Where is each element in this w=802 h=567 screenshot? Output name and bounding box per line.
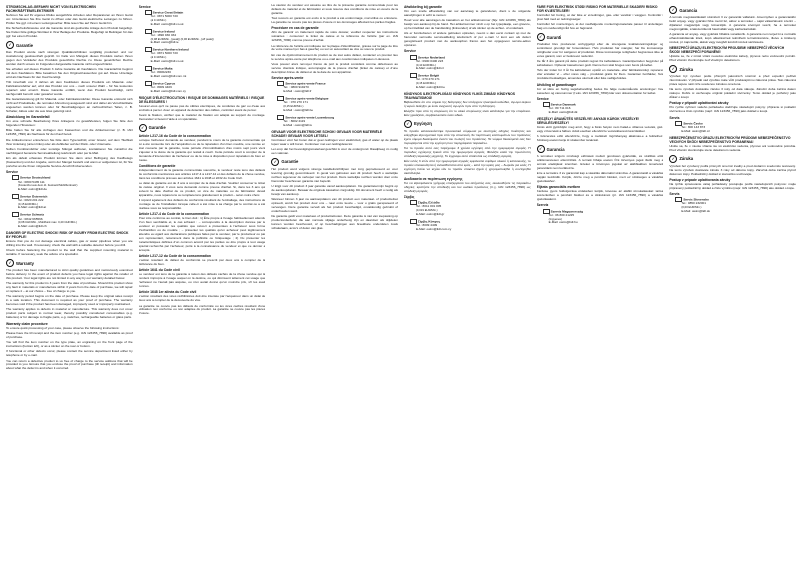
- warranty-heading: [6, 41, 133, 49]
- body-paragraph: Il répond également des défauts de conformité résultant de l'emballage, des instructions de montage ou de l'installation lorsque celle-ci a été mise à sa charge par le contrat ou a été réalisée sous sa responsabilité.: [138, 198, 266, 210]
- service-heading: Service après-vente: [271, 76, 304, 81]
- service-phone: Tel.: 0871 5000 720: [150, 51, 178, 56]
- service-contact-block: [145, 29, 266, 46]
- service-rate: (Kostenfrei aus dem dt. Festnetz/Mobilfunknetz): [18, 183, 78, 188]
- service-email: E-Mail: owim@lidl.nl: [415, 66, 444, 71]
- warranty-heading: [537, 33, 664, 41]
- service-rate: (£ 0.10/Min.): [150, 55, 167, 60]
- body-paragraph: Das Produkt wurde nach strengen Qualitätsrichtlinien sorgfältig produziert und vor Auslieferung gewissenhaft geprüft. Im Falle von Mängeln dieses Produkts stehen Ihnen gegen den Verkäufer des Produkts gesetzliche Rechte zu. Diese gesetzlichen Rechte werden durch unsere im Folgenden dargestellte Garantie nicht eingeschränkt.: [6, 50, 133, 66]
- body-paragraph: If functional or other defects occur, please contact the service department listed either by telephone or by e-mail.: [6, 349, 133, 358]
- body-paragraph: Ujistěte se, že v místě vrtání nevedou elektrické kabely, plynové nebo vodovodní potrubí. Před vrtáním zkontrolujte zeď vhodným detektorem.: [669, 54, 796, 63]
- body-paragraph: A garancia az anyag- vagy gyártási hibákra vonatkozik. A garancia nem terjed ki a normális elhasználódásnak kitett, kopó alkatrésznek tekinthető termékrészekre, illetve a törékeny részek, pl. kapcsolók, akkuk vagy üvegből készült részek sérüléseire.: [669, 32, 796, 44]
- service-contact-block: [543, 209, 664, 226]
- service-email: E-Mail: owim@lidl.ch: [18, 223, 47, 228]
- warranty-seal-icon: ✓: [404, 120, 412, 128]
- service-email: E-Mail : owim@lidl.lu: [283, 122, 313, 127]
- service-contact-block: [277, 115, 398, 128]
- section-subheading: Eljárás garanciális esetben: [536, 185, 581, 190]
- text-column-2: [139, 4, 266, 563]
- body-paragraph: Βεβαιωθείτε ότι στο σημείο της διάτρησης δεν υπάρχουν ηλεκτρικά καλώδια, αγωγοί αερίου ή νερού. Ελέγξτε με έναν ανιχνευτή αγωγών πριν από τη διάτρηση.: [403, 99, 531, 108]
- body-paragraph: Nehmen Sie auf Ihr eigenes Risiko ausgeführte Arbeiten oder Reparaturen an Ihrem Gerät vor. Unterlassen Sie Ihre Gerät zu öffnen oder das Gerät elektrische Leitungen zu führen. Prüfen Sie ggf. mit einem Leitungssucher. Bitte lesen Sie auf Ihrem Gerät hin.: [6, 13, 133, 25]
- service-phone: Tel.: 0842 665566: [18, 216, 43, 221]
- service-heading: Service: [138, 5, 151, 9]
- body-paragraph: You will find the item number on the type plate, an engraving on the front page of the instructions (bottom left), or as a sticker on the rear or bottom.: [6, 340, 133, 349]
- warranty-seal-icon: ✓: [669, 65, 677, 73]
- body-paragraph: Um eine schnelle Bearbeitung Ihres Anliegens zu gewährleisten, folgen Sie bitte den folgenden Hinweisen:: [6, 119, 133, 128]
- service-contact-block: [145, 47, 266, 64]
- service-email: E-Mail: owim@lidl.co.uk: [150, 58, 184, 63]
- service-contact-block: [675, 121, 796, 134]
- body-paragraph: L'action résultant du défaut de conformité se prescrit par deux ans à compter de la délivrance du bien.: [138, 257, 266, 266]
- service-rate: (£ 0.10/Min.): [150, 18, 167, 23]
- body-paragraph: Le vendeur est tenu de la garantie à raison des défauts cachés de la chose vendue qui la rendent impropre à l'usage auquel on la destine, ou qui diminuent tellement cet usage que l'acheteur ne l'aurait pas acquise, ou n'en aurait donné qu'un moindre prix, s'il les avait connus.: [138, 272, 266, 288]
- body-paragraph: Uistite sa, že v mieste vŕtania nie sú elektrické vedenia, plynové ani vodovodné potrubia. Pred vŕtaním skontrolujte stenu detektorom vedenia.: [669, 143, 796, 152]
- service-name: Service après-vente Luxembourg: [285, 115, 335, 119]
- warning-heading: STROMSCHLAG-GEFAHR! NICHT VON ELEKTRISCHEN FACHKRÄFTEN/ELEKTRIKER: [6, 5, 96, 14]
- service-email: E-Mail: owim@lidl.dk: [548, 110, 578, 115]
- body-paragraph: The product has been manufactured to strict quality guidelines and meticulously examined before delivery. In the event of product defects you have legal rights against the retailer of this product. Your legal rights are not limited in any way by our warranty detailed below.: [6, 268, 133, 280]
- service-rate: (0,08 EUR/Min., [peak]) (0,06 EUR/Min., [off peak]): [150, 36, 214, 41]
- warranty-heading: [404, 120, 531, 128]
- warranty-heading-label: Garanti: [546, 34, 562, 40]
- body-paragraph: La caution du vendeur est assurée au titre de la présente garantie commerciale pour les défauts de matériel et de fabrication et sous réserve des conditions de mise en œuvre de la garantie.: [271, 4, 398, 15]
- service-contact-block: [145, 81, 266, 94]
- service-heading: Servis: [669, 115, 680, 120]
- service-phone: Tel.: 0900 0400 223: [415, 58, 444, 63]
- service-rate: (0,019 EUR/Min.): [415, 208, 438, 213]
- service-email: E-Mail: owim@lidl.gr: [415, 211, 445, 216]
- section-subheading: Διαδικασία σε περίπτωση εγγύησης: [403, 176, 463, 181]
- body-paragraph: Sie erhalten auf dieses Produkt 3 Jahre Garantie ab Kaufdatum. Die Garantiefrist beginnt mit dem Kaufdatum. Bitte bewahren Sie den Original-Kassenbon gut auf. Diese Unterlage wird als Nachweis für den Kauf benötigt.: [6, 67, 133, 79]
- service-name: Service Great Britain: [152, 10, 184, 15]
- text-column-6: [669, 4, 796, 563]
- warning-heading: NEBEZPEČÍ ÚRAZU ELEKTRICKÝM PROUDEM! NEBEZPEČÍ VĚCNÝCH ŠKOD! NEBEZPEČÍ PORANĚNÍ!: [669, 46, 785, 55]
- body-paragraph: Die Sicherheitshinweise und die Garantie sind als gedruckte Anlage dem Produkt beigefügt. Sie finden bitte gültige Wortlaut in Ihrer Beilage der Produkte. Beigefügt ist Beiträgen für das ggf. bei einem Produkt.: [6, 26, 133, 39]
- service-contact-block: [410, 200, 531, 217]
- service-phone: Tel.: 0800 5435 111: [18, 179, 45, 184]
- warranty-seal-icon: ✓: [139, 124, 147, 132]
- body-paragraph: Ein als defekt erfasstes Produkt können Sie dann unter Beifügung des Kaufbelegs (Kassenbon) und der Angabe, worin der Mangel besteht und wann er aufgetreten ist, für Sie portofrei an die Ihnen mitgeteilte Service-Anschrift übersenden.: [6, 156, 133, 168]
- section-subheading: Article 1648 1er alinéa du Code civil: [138, 290, 197, 295]
- warranty-heading: [271, 158, 398, 166]
- body-paragraph: Om een snelle afhandeling van uw aanvraag te garanderen, dient u de volgende aanwijzingen in acht te nemen:: [403, 9, 531, 17]
- service-email: E-Mail: owim@lidl.at: [18, 205, 47, 210]
- warning-heading: VESZÉLY! ÁRAMÜTÉS VESZÉLYE! ANYAGI KÁROK VESZÉLYE! SÉRÜLÉSVESZÉLY!: [536, 116, 640, 126]
- body-paragraph: Για να εξασφαλίσετε γρήγορη επεξεργασία του αιτήματός σας, ακολουθήστε τις παρακάτω οδηγίες: κρατήστε την απόδειξη και τον κωδικό προϊόντος (π.χ. IAN 123456_7890) ως απόδειξη αγοράς.: [403, 181, 531, 193]
- service-email: E-Mail: owim@lidl.cz: [681, 128, 710, 133]
- service-phone: Tel.: 8009 4409: [150, 84, 172, 89]
- body-paragraph: La référence de l'article est indiquée sur la plaque d'identification, gravée sur la page de titre de votre manuel (en bas à gauche) ou sur un autocollant au dos ou sous le produit.: [271, 43, 398, 52]
- service-contact-block: [277, 81, 398, 94]
- body-paragraph: De får 3 års garanti på dette produkt regnet fra købsdatoen. Garantiperioden begynder på købsdatoen. Opbevar kassebonen godt. Denne bon skal bruges som bevis på købet.: [536, 59, 664, 68]
- service-name: Service après-vente Belgique: [285, 96, 329, 101]
- body-paragraph: U krijgt voor dit product 3 jaar garantie vanaf aankoopdatum. De garantietermijn begint op de aankoopdatum. Bewaar de originele kassabon zorgvuldig. Dit document heeft u nodig als bewijs van aankoop.: [271, 183, 398, 196]
- service-phone: Tel.: 0820 201 222: [18, 198, 44, 203]
- body-paragraph: A termék megvásárlásától számított 3 év garanciát vállalunk. Amennyiben a garanciaidőn belül anyag- vagy gyártási hiba merül fel, akkor a terméket – saját választásunk szerint – díjtalanul megjavítjuk vagy kicseréljük. A garancia érvényét veszti, ha a terméket megrongálták, szakszerűtlenül használták vagy karbantartották.: [669, 15, 796, 31]
- service-heading: Σέρβις: [403, 195, 415, 200]
- body-paragraph: Výrobek byl vyroben podle přísných jakostních směrnic a před expedicí pečlivě zkontrolován. V případě vad výrobku máte vůči prodávajícímu zákonná práva. Tato zákonná práva nejsou naší níže uvedenou zárukou omezena.: [669, 74, 796, 86]
- service-name: Service après-vente France: [285, 81, 326, 86]
- body-paragraph: Afin de garantir un traitement rapide de votre dossier, veuillez respecter les instructions suivantes : conservez le ticket de caisse et la référence de l'article (par ex. IAN 123456_7890) comme preuve d'achat.: [271, 30, 398, 43]
- service-email: E-Mail : owim@lidl.be: [283, 107, 314, 112]
- service-email: E-Mail : owim@lidl.fr: [283, 89, 312, 94]
- service-phone: Tel. : 0800 919270: [283, 85, 309, 90]
- warranty-heading-label: Garancia: [546, 146, 565, 152]
- warranty-heading-label: Garancia: [679, 7, 698, 13]
- body-paragraph: Το προϊόν κατασκευάστηκε προσεκτικά σύμφωνα με αυστηρές οδηγίες ποιότητας και ελέγχθηκε εξονυχιστικά πριν από την αποστολή. Σε περίπτωση ελαττωμάτων του προϊόντος έχετε νόμιμα δικαιώματα έναντι του πωλητή του προϊόντος. Τα νόμιμα δικαιώματά σας δεν περιορίζονται από την εγγύηση που περιγράφεται παρακάτω.: [403, 128, 531, 145]
- body-paragraph: Tout recours en garantie est exclu si le produit a été endommagé, mal utilisé ou entretenu. La garantie ne couvre pas les pièces d'usure ni les dommages affectant les parties fragiles.: [271, 16, 398, 25]
- warning-heading: FARE FOR ELEKTRISK STØD! RISIKO FOR MATERIELLE SKADER! RISIKO FOR KVÆSTELSER!: [536, 5, 658, 14]
- text-column-5: [537, 4, 664, 563]
- service-contact-block: [277, 96, 398, 113]
- service-heading: Servis: [669, 192, 680, 197]
- service-name: Service Malta: [152, 66, 173, 70]
- service-rate: (0,03 EUR/Min.): [681, 205, 702, 210]
- warranty-heading-label: Garantie: [16, 42, 33, 48]
- body-paragraph: Na rýchle spracovanie vašej požiadavky postupujte podľa nasledujúcich pokynov: majte pripravený pokladničný doklad a číslo výrobku (napr. IAN 123456_7890) ako doklad o kúpe.: [669, 181, 796, 190]
- body-paragraph: You can return a defective product to us free of charge to the service address that will be provided to you. Ensure that you enclose the proof of purchase (till receipt) and information about what the defect is and when it occurred.: [6, 358, 133, 371]
- section-subheading: Article 1641 du Code civil: [138, 268, 180, 273]
- text-column-4: [404, 4, 531, 563]
- service-name: Service Northern Ireland: [152, 47, 189, 52]
- warning-heading: KÍNDYNOS ILEKTROPLIXÍAS! KÍNDYNOS YLIKÍS ZIMIÁS! KÍNDYNOS TRAVMATISMOÚ!: [403, 91, 516, 100]
- service-contact-block: [12, 194, 133, 211]
- warranty-heading: [669, 65, 796, 73]
- body-paragraph: En cas de dysfonctionnement du produit ou de tout autre défaut, contactez en premier lieu le service après-vente par téléphone ou e-mail aux coordonnées indiquées ci-dessous.: [271, 52, 398, 61]
- text-column-1: [6, 4, 133, 563]
- body-paragraph: Die Garantieleistung gilt für Material- oder Fabrikationsfehler. Diese Garantie erstreckt sich nicht auf Produktteile, die normaler Abnutzung ausgesetzt sind und daher als Verschleißteile angesehen werden können oder für Beschädigungen an zerbrechlichen Teilen, z. B. Schalter, Akkus oder die aus Glas gefertigt sind.: [6, 97, 133, 113]
- warranty-seal-icon: ✓: [669, 155, 677, 163]
- service-name: Servis Česko: [683, 121, 703, 126]
- service-contact-block: [145, 10, 266, 27]
- body-paragraph: Εάν εντός 3 ετών από την ημερομηνία αγοράς εμφανιστεί σφάλμα υλικού ή κατασκευής, το προϊόν επισκευάζεται ή αντικαθίσταται από εμάς – κατά την κρίση μας – δωρεάν για εσάς. Η εγγύηση παύει να ισχύει εάν το προϊόν υποστεί ζημιά ή χρησιμοποιηθεί ή συντηρηθεί ακατάλληλα.: [403, 158, 531, 175]
- section-subheading: Postup v prípade uplatňovania záruky: [669, 177, 731, 182]
- section-subheading: Postup v případě uplatňování záruky: [669, 101, 729, 106]
- service-name: Σέρβις Ελλάδα: [417, 200, 440, 205]
- body-paragraph: Avant la fixation, vérifiez que le matériel de fixation est adapté au support de montage. Demandez si besoin l'aide à un spécialiste.: [138, 113, 266, 122]
- warranty-seal-icon: ✓: [537, 145, 545, 153]
- warranty-heading-label: Záruka: [679, 156, 694, 162]
- warning-heading: DANGER OF ELECTRIC SHOCK! RISK OF INJURY FROM ELECTRIC SHOCK BY PEOPLE!: [6, 230, 129, 239]
- warning-heading: NEBEZPEČENSTVO ÚRAZU ELEKTRICKÝM PRÚDOM! NEBEZPEČENSTVO VECNÝCH ŠKÔD! NEBEZPEČENSTVO PORANENIA!: [669, 135, 791, 144]
- service-phone: Tel.: 0871 5000 720: [150, 14, 178, 19]
- service-email: E-Mail: owim@lidl.de: [18, 186, 47, 191]
- body-paragraph: Pro rychlé vyřízení vašeho požadavku dodržujte následující pokyny: připravte si pokladní stvrzenku a číslo výrobku (např. IAN 123456_7890) jako doklad o koupi.: [669, 105, 796, 114]
- service-name: Service Deutschland: [20, 175, 51, 180]
- service-phone: Tel.: 8009 4409: [415, 222, 438, 227]
- service-name: Service Schweiz: [20, 212, 45, 217]
- warranty-heading: [139, 124, 266, 132]
- body-paragraph: For at sikre en hurtig sagsbehandling bedes De følge nedenstående anvisninger: hav kassebon og varenummer (f.eks. IAN 123456_7890) klar som dokumentation for købet.: [536, 86, 664, 95]
- body-paragraph: Pour être conforme au contrat, le bien doit : 1) Être propre à l'usage habituellement attendu d'un bien semblable et, le cas échéant : – correspondre à la description donnée par le vendeur et posséder les qualités que celui-ci a présentées à l'acheteur sous forme d'échantillon ou de modèle ; – présenter les qualités qu'un acheteur peut légitimement attendre eu égard aux déclarations publiques faites par le vendeur, par le producteur ou par son représentant, notamment dans la publicité ou l'étiquetage ; 2) Ou présenter les caractéristiques définies d'un commun accord par les parties ou être propre à tout usage spécial recherché par l'acheteur, porté à la connaissance du vendeur et que ce dernier a accepté.: [138, 216, 266, 252]
- body-paragraph: Assurez-vous qu'il ne passe pas de câbles électriques, de conduites de gaz ou d'eau aux endroits à percer. Avec un appareil de détection des câbles, contrôlez avant de percer.: [138, 103, 266, 112]
- service-rate: (Ingyenes): [548, 216, 562, 221]
- service-name: Σέρβις Κύπρος: [417, 219, 441, 224]
- section-subheading: Article L217-12 du Code de la consommation: [138, 253, 212, 258]
- body-paragraph: De garantie geldt voor materiaal- of productiefouten. Deze garantie is niet van toepassing op productonderdelen die aan normale slijtage onderhevig zijn en daardoor als slijtdelen kunnen worden beschouwd, of op beschadigingen aan breekbare onderdelen zoals schakelaars, accu's of delen van glas.: [271, 214, 398, 230]
- service-name: Szerviz Magyarország: [550, 208, 583, 213]
- service-email: E-Mail: owim@lidl.co.uk: [150, 21, 184, 26]
- service-rate: (0,10 EUR/Min.): [415, 62, 437, 67]
- warranty-seal-icon: ✓: [6, 259, 14, 267]
- service-name: Service Danmark: [550, 102, 576, 107]
- text-column-3: [271, 4, 398, 563]
- warranty-heading: [669, 6, 796, 14]
- body-paragraph: Indépendamment de la garantie commerciale souscrite, le vendeur reste tenu des défauts de conformité mentionnés aux articles L217-4 à L217-12 et des défauts de la chose vendue, dans les conditions prévues aux articles 1641 à 1648 et 2232 du Code Civil.: [138, 167, 266, 180]
- service-phone: Tel. : 8002 2119: [283, 118, 306, 123]
- service-heading: Szerviz: [536, 203, 549, 208]
- service-phone: Tel.: 0850 232001: [681, 201, 706, 206]
- body-paragraph: Για το προϊόν αυτό σας παρέχουμε 3 χρόνια εγγύηση από την ημερομηνία αγοράς. Η περίοδος εγγύησης ξεκινά από την ημερομηνία αγοράς. Φυλάξτε καλά την πρωτότυπη απόδειξη ταμειακής μηχανής. Το έγγραφο αυτό απαιτείται ως απόδειξη αγοράς.: [403, 145, 531, 158]
- warning-heading: RISQUE D'ÉLECTROCUTION ! RISQUE DE DOMMAGES MATÉRIELS ! RISQUE DE BLESSURES !: [138, 95, 265, 104]
- body-paragraph: La garantie ne couvre pas les défauts de conformité ou les vices cachés résultant d'une utilisation non conforme ou non adaptée du produit. La garantie ne couvre pas les pièces d'usure.: [138, 303, 266, 316]
- body-paragraph: Als er functiefouten of andere gebreken optreden, neemt u dan eerst contact op met de hieronder vermelde serviceafdeling telefonisch of per e-mail. U kunt een als defect geregistreerd product met de aankoopbon franco aan het opgegeven service-adres opsturen.: [403, 31, 531, 48]
- warranty-heading-label: Garantie: [148, 125, 166, 131]
- service-rate: (0,15 EUR/Min.): [415, 81, 437, 86]
- service-contact-block: [410, 73, 531, 90]
- body-paragraph: Le délai de garantie est de 3 ans à compter de la date d'achat. Veuillez conserver le ticket de caisse original. Il vous sera demandé comme preuve d'achat. Si, dans les 3 ans qui suivent la date d'achat de ce produit, un vice de matériau ou de fabrication devait apparaître, nous réparerons ou remplacerons gratuitement le produit – selon notre choix.: [138, 181, 266, 197]
- service-contact-block: [145, 66, 266, 79]
- service-name: Service Cyprus: [152, 81, 176, 86]
- body-paragraph: Fúrás előtt győződjön meg arról, hogy a fúrás helyén nem halad-e villamos vezeték, gáz- vagy vízvezeték a falban. Adott esetben ellenőrizze vezetékkereső készülékkel.: [536, 125, 664, 134]
- section-subheading: Afvikling af garantisager: [536, 82, 577, 87]
- body-paragraph: Please have the till receipt and the item number (e.g. IAN 123456_7890) available as proof of purchase.: [6, 330, 133, 339]
- warranty-seal-icon: ✓: [6, 41, 14, 49]
- warranty-heading: [537, 145, 664, 153]
- body-paragraph: Produktet blev produceret omhyggeligt efter de strengeste kvalitetsretningslinjer og kontrolleret grundigt før forsendelsen. Hvis produktet har mangler, har De lovmæssige rettigheder over for sælgeren af produktet. Disse lovmæssige rettigheder begrænses ikke af vores garanti, som er beskrevet nedenfor.: [536, 42, 664, 58]
- service-phone: Tel.: 1890 930 034: [150, 32, 177, 37]
- service-contact-block: [410, 55, 531, 72]
- service-contact-block: [12, 175, 133, 192]
- body-paragraph: A terméket szigorú minőségi előírások mellett gondosan gyártották, és szállítás előtt lelkiismeretesen ellenőrizték. A termék hibája esetén Önt törvényes jogok illetik meg a termék eladójával szemben. Ezeket a törvényes jogokat az alábbiakban ismertetett garanciánk nem korlátozza.: [536, 154, 664, 170]
- section-subheading: Article L217-4 du Code de la consommation: [138, 212, 210, 217]
- body-paragraph: Erre a termékre 3 év garanciát kap a vásárlás dátumától számítva. A garanciaidő a vásárlás napján kezdődik. Kérjük, őrizze meg a pénztári blokkot, mert ez szükséges a vásárlás igazolásához.: [536, 171, 664, 183]
- service-contact-block: [543, 102, 664, 115]
- body-paragraph: Na tento výrobek dostáváte záruku 3 roky od data nákupu. Záruční doba začíná datem nákupu. Dobře si uschovejte originál pokladní stvrzenky. Tento doklad je potřebný jako důkaz o koupi.: [669, 87, 796, 100]
- warranty-heading-label: Garantie: [281, 159, 299, 165]
- body-paragraph: Kontrollér før monteringen, at det medfølgende monteringsmateriale passer til underlaget. Søg om nødvendigt råd hos en fagmand.: [536, 22, 664, 31]
- service-name: Service België: [417, 73, 440, 78]
- warranty-heading-label: Záruka: [679, 66, 694, 72]
- warranty-heading-label: Warranty: [16, 260, 34, 266]
- service-email: E-Mail: owim@lidl.com.mt: [150, 73, 187, 78]
- body-paragraph: L'action résultant des vices rédhibitoires doit être intentée par l'acquéreur dans un délai de deux ans à compter de la découverte du vice.: [138, 294, 266, 303]
- body-paragraph: Houd voor alle aanvragen de kassabon en het artikelnummer (bijv. IAN 123456_7890) als bewijs van aankoop bij de hand. Het artikelnummer vindt u op het typeplaatje, een gravure, op het titelblad van de handleiding (linksonder) of als sticker op de achter- of onderkant.: [403, 18, 531, 31]
- body-paragraph: Výrobok bol vyrobený podľa prísnych smerníc kvality a pred dodaním svedomito testovaný. Na tento výrobok dostávate záruku 3 roky od dátumu kúpy. Záručná doba začína plynúť dátumom kúpy. Pokladničný doklad si starostlivo uschovajte.: [669, 163, 796, 176]
- service-name: Service Nederland: [417, 54, 445, 59]
- body-paragraph: Check before fastening the product to the wall that the supplied mounting material is suitable. If necessary, seek the advice of a specialist.: [6, 248, 133, 257]
- service-email: E-Mail: owim@lidl.be: [415, 84, 445, 89]
- body-paragraph: Sollten Funktionsfehler oder sonstige Mängel auftreten, kontaktieren Sie zunächst die nachfolgend benannte Serviceabteilung telefonisch oder per E-Mail.: [6, 146, 133, 155]
- service-rate: (0,08 CHF/Min., Mobilfunk max. 0,40 CHF/Min.): [18, 220, 78, 225]
- body-paragraph: Die Artikelnummer entnehmen Sie bitte dem Typenschild, einer Gravur, auf dem Titelblatt Ihrer Anleitung (unten links) oder als Aufkleber auf der Rück- oder Unterseite.: [6, 137, 133, 146]
- warranty-heading: [669, 155, 796, 163]
- body-paragraph: To ensure quick processing of your case, please observe the following instructions:: [6, 325, 120, 330]
- body-paragraph: Bitte halten Sie für alle Anfragen den Kassenbon und die Artikelnummer (z. B. IAN 123456_7890) als Nachweis für den Kauf bereit.: [6, 128, 133, 137]
- body-paragraph: The warranty period begins on the date of purchase. Please keep the original sales receipt in a safe location. This document is required as your proof of purchase. The warranty becomes void if the product has been damaged, improperly used or improperly maintained.: [6, 294, 133, 307]
- service-contact-block: [675, 197, 796, 214]
- service-phone: Tel.: 06 800 21225: [548, 212, 575, 217]
- service-heading: Service: [403, 49, 417, 54]
- section-subheading: Conditions de garantie: [138, 163, 176, 168]
- body-paragraph: Ensure that you do not damage electrical cables, gas or water pipelines when you are drilling into the wall. If necessary, check the wall with a suitable detector before you drill.: [6, 239, 133, 247]
- body-paragraph: Lorsque l'acheteur demande au vendeur, pendant le cours de la garantie commerciale qui lui a été consentie lors de l'acquisition ou de la réparation d'un bien meuble, une remise en état couverte par la garantie, toute période d'immobilisation d'au moins sept jours vient s'ajouter à la durée de la garantie qui restait à courir. Cette période court à compter de la demande d'intervention de l'acheteur ou de la mise à disposition pour réparation du bien en cause.: [138, 138, 266, 162]
- service-email: E-Mail: owim@lidl.com.cy: [415, 226, 452, 231]
- body-paragraph: Let erop dat het bevestigingsmateriaal geschikt is voor de ondergrond. Raadpleeg zo nodig een vakman.: [271, 147, 398, 156]
- service-phone: Tel.: 80062230: [150, 69, 171, 74]
- service-name: Servis Slovensko: [683, 197, 709, 202]
- body-paragraph: Hvis der inden for 3 år fra købsdatoen opstår en materiale- eller fabrikationsfejl, reparerer eller erstatter vi – efter vores valg – produktet gratis for Dem. Garantien bortfalder, hvis produktet beskadiges, anvendes ukorrekt eller ikke vedligeholdes.: [536, 68, 664, 81]
- section-subheading: Article L217-16 du Code de la consommation: [138, 133, 212, 138]
- warranty-heading: [6, 259, 133, 267]
- service-heading: Service: [536, 96, 549, 101]
- service-email: E-Mail: owim@lidl.sk: [681, 208, 710, 213]
- body-paragraph: A felszerelés előtt ellenőrizze, hogy a mellékelt rögzítőanyag alkalmas-e a felülethez. Szükség esetén kérje ki szakember tanácsát.: [536, 134, 664, 143]
- body-paragraph: Kontrollér før boring, at der ikke er el-ledninger, gas- eller vandrør i væggen. Kontrollér i givet fald med en ledningssøger.: [536, 13, 664, 22]
- body-paragraph: The warranty applies to defects in material or manufacture. This warranty does not cover product parts subject to normal wear, thereby possibly considered consumables (e.g. batteries) or for damage to fragile parts, e.g. switches, rechargeable batteries or glass parts.: [6, 307, 133, 320]
- service-phone: Tel.: 800 143 873: [681, 124, 706, 129]
- body-paragraph: Tritt innerhalb von 3 Jahren ab dem Kaufdatum dieses Produkts ein Material- oder Fabrikationsfehler auf, wird das Produkt von uns – nach unserer Wahl – für Sie kostenlos repariert oder ersetzt. Diese Garantie entfällt, wenn das Produkt beschädigt, nicht sachgemäß benutzt oder gewartet wurde.: [6, 80, 133, 96]
- service-phone: Tel.: 070 270 171: [415, 77, 440, 82]
- service-phone: Tel.: 80 711 016: [548, 106, 571, 111]
- warning-heading: GEVAAR VOOR ELEKTRISCHE SCHOK! GEVAAR VOOR MATERIËLE SCHADE! GEVAAR VOOR LETSEL!: [271, 129, 383, 138]
- body-paragraph: Het product werd volgens strenge kwaliteitsrichtlijnen met zorg geproduceerd en voor levering grondig gecontroleerd. In geval van gebreken aan dit product heeft u wettelijke rechten tegenover de verkoper van het product. Deze wettelijke rechten worden door onze hieronder beschreven garantie niet beperkt.: [271, 166, 398, 183]
- section-subheading: Afwikkeling bij garantie: [403, 5, 442, 9]
- service-phone: Tel.: 8011 001 005: [415, 204, 442, 209]
- service-contact-block: [410, 219, 531, 232]
- warranty-seal-icon: ✓: [537, 33, 545, 41]
- service-phone: Tel. : 070 270 171: [283, 100, 308, 105]
- section-subheading: Abwicklung im Garantiefall: [6, 115, 50, 120]
- warranty-heading-label: Εγγύηση: [413, 121, 432, 127]
- body-paragraph: Ελέγξτε πριν από τη στερέωση ότι το υλικό στερέωσης είναι κατάλληλο για την επιφάνεια. Εάν χρειάζεται, συμβουλευτείτε έναν ειδικό.: [403, 108, 531, 117]
- body-paragraph: Kérdése gyors feldolgozása érdekében kérjük, kövesse az alábbi útmutatásokat: tartsa készenlétben a pénztári blokkot és a cikkszámot (pl. IAN 123456_7890) a vásárlás igazolásaként.: [536, 189, 664, 202]
- body-paragraph: Vous pouvez alors renvoyer franco de port le produit considéré comme défectueux au service clientèle indiqué, accompagné de la preuve d'achat (ticket de caisse) et d'une description brève du défaut et de la date de son apparition.: [271, 61, 398, 74]
- service-name: Service Ireland: [152, 28, 175, 33]
- warranty-seal-icon: ✓: [271, 158, 279, 166]
- service-email: E-Mail: owim@lidl.hu: [548, 220, 578, 225]
- service-email: E-Mail: owim@lidl.ie: [150, 40, 179, 45]
- service-contact-block: [12, 212, 133, 229]
- warranty-seal-icon: ✓: [669, 6, 677, 14]
- service-email: E-Mail: owim@lidl.com.cy: [150, 88, 186, 93]
- body-paragraph: The warranty for this product is 3 years from the date of purchase. Should this product show any fault in materials or manufacture within 3 years from the date of purchase, we will repair or replace it – at our choice – free of charge to you.: [6, 281, 133, 293]
- service-name: Service Österreich: [20, 194, 48, 199]
- body-paragraph: Controleer vóór het boren dat er geen leidingen voor elektriciteit, gas of water op de plaats lopen waar u wilt boren. Controleer met een leidingdetector.: [271, 137, 398, 146]
- service-rate: (0,15 EUR/Min.): [18, 201, 39, 206]
- service-heading: Service: [6, 170, 19, 175]
- body-paragraph: Wanneer binnen 3 jaar na aankoopdatum van dit product een materiaal- of productiefout optreedt, wordt het product door ons – naar onze keuze – voor u gratis gerepareerd of vervangen. Deze garantie vervalt als het product beschadigd, onvakkundig gebruikt of onderhouden werd.: [271, 197, 398, 213]
- service-rate: (0,15 EUR/Min.): [283, 104, 304, 109]
- section-subheading: Procédure en cas de garantie: [271, 26, 319, 31]
- section-subheading: Warranty claim procedure: [6, 321, 48, 326]
